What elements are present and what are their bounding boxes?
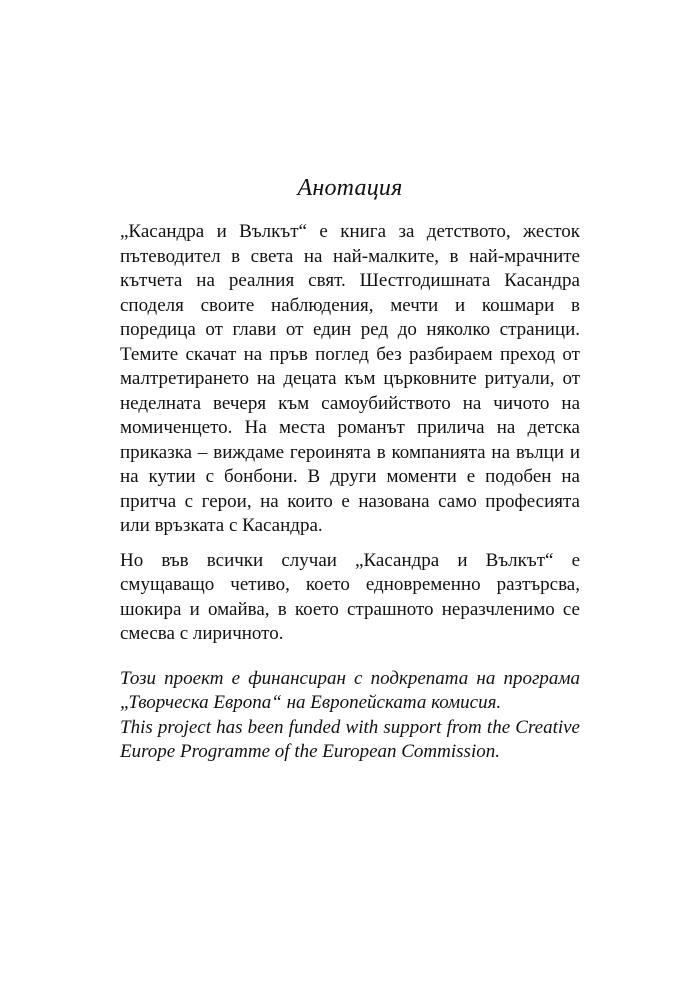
funding-notice-en: This project has been funded with support from the Creative Europe Programme of the European Commission. xyxy=(120,716,580,762)
paragraph-conclusion: Но във всички случаи „Касандра и Вълкът“ е смущаващо четиво, което едновременно разтърсва, шокира и омайва, в което страшното неразчленимо се смесва с лиричното. xyxy=(120,549,580,644)
page-title: Анотация xyxy=(297,175,403,201)
funding-notice xyxy=(120,667,580,765)
funding-notice-bg: Този проект е финансиран с подкрепата на програма „Творческа Европа“ на Европейската комисия. xyxy=(120,667,580,713)
annotation-section xyxy=(120,172,580,765)
paragraph-summary: „Касандра и Вълкът“ е книга за детството, жесток пътеводител в света на най-малките, в най-мрачните кътчета на реалния свят. Шестгодишната Касандра споделя своите наблюдения, мечти и кошмари в поредица от глави от един ред до няколко страници. Темите скачат на пръв поглед без разбираем преход от малтретирането на децата към църковните ритуали, от неделната вечеря към самоубийството на чичото на момиченцето. На места романът прилича на детска приказка – виждаме героинята в компанията на вълци и на кутии с бонбони. В други моменти е подобен на притча с герои, на които е назована само професията или връзката с Касандра. xyxy=(120,221,580,536)
